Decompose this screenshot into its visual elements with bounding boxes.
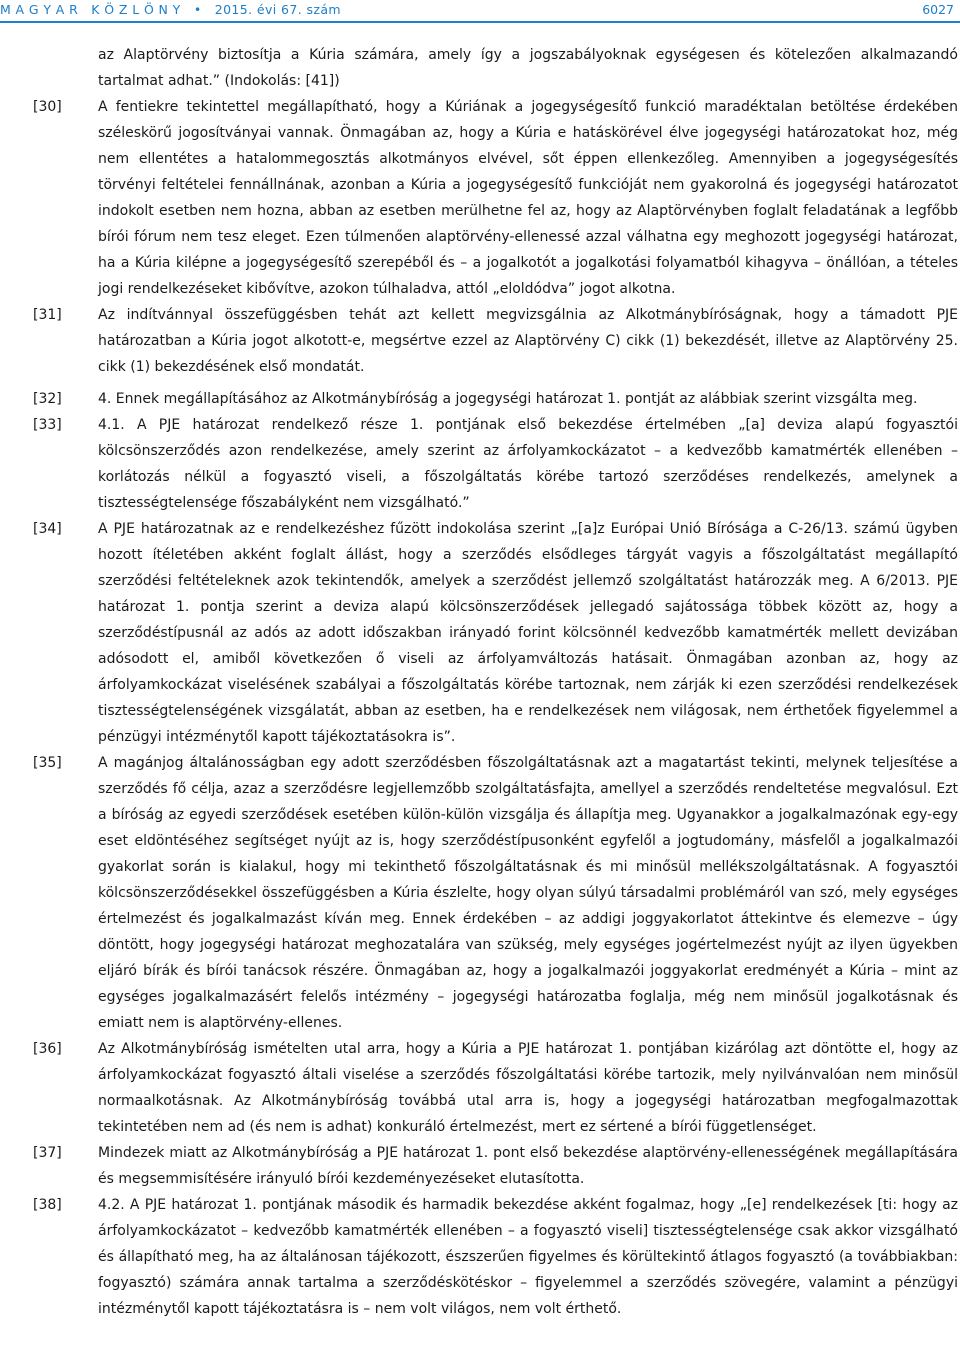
paragraph-31 (0, 302, 958, 380)
paragraph-35 (0, 750, 958, 1036)
page-header (0, 0, 960, 22)
paragraph-number: [32] (33, 391, 62, 407)
header-rule (0, 21, 960, 23)
paragraph-33 (0, 412, 958, 516)
paragraph-text: A PJE határozatnak az e rendelkezéshez fűzött indokolása szerint „[a]z Európai Unió Bírósága a C-26/13. számú ügyben hozott ítéletében akként foglalt állást, hogy a szerződés elsődleges tárgyát vagyis a főszolgáltatást megállapító szerződési feltételeknek azok tekintendők, amelyek a szerződést jellemző szolgáltatást határozzák meg. A 6/2013. PJE határozat 1. pontja szerint a deviza alapú kölcsönszerződések jellegadó sajátossága többek között az, hogy a szerződéstípusnál az adós az adott időszakban irányadó forint kölcsönnél kedvezőbb kamatmérték mellett devizában adósodott el, amiből következően ő viseli az árfolyamváltozás hatásait. Önmagában azonban az, hogy az árfolyamkockázat viselésének szabályai a főszolgáltatás körébe tartoznak, nem zárják ki ezen szerződési rendelkezések tisztességtelenségének vizsgálatát, abban az esetben, ha e rendelkezések nem világosak, nem érthetőek figyelemmel a pénzügyi intézménytől kapott tájékoztatásokra is”. (98, 521, 958, 745)
paragraph-number: [30] (33, 99, 62, 115)
paragraph-text: Az Alkotmánybíróság ismételten utal arra, hogy a Kúria a PJE határozat 1. pontjában kizárólag azt döntötte el, hogy az árfolyamkockázat fogyasztó általi viselése a szerződés főszolgáltatási körébe tartozik, mely nyilvánvalóan nem minősül normaalkotásnak. Az Alkotmánybíróság továbbá utal arra is, hogy a jogegységi határozatban megfogalmazottak tekintetében nem ad (és nem is adhat) konkuráló értelmezést, mert ez sértené a bírói függetlenséget. (98, 1041, 958, 1135)
paragraph-36 (0, 1036, 958, 1140)
paragraph-text: A magánjog általánosságban egy adott szerződésben főszolgáltatásnak azt a magatartást tekinti, melynek teljesítése a szerződés fő célja, azaz a szerződésre legjellemzőbb szolgáltatásfajta, amellyel a szerződés rendeltetése megvalósul. Ezt a bíróság az egyedi szerződések esetében külön-külön vizsgálja és állapítja meg. Ugyanakkor a jogalkalmazónak egy-egy eset eldöntéséhez segítséget nyújt az is, hogy szerződéstípusonként egyfelől a jogtudomány, másfelől a jogalkalmazói gyakorlat során is kialakul, hogy mi tekinthető főszolgáltatásnak és mi minősül mellékszolgáltatásnak. A fogyasztói kölcsönszerződésekkel összefüggésben a Kúria észlelte, hogy olyan súlyú társadalmi problémáról van szó, mely egységes értelmezést és jogalkalmazást kíván meg. Ennek érdekében – az addigi joggyakorlatot áttekintve és elemezve – úgy döntött, hogy jogegységi határozat meghozatalára van szükség, mely egységes jogértelmezést nyújt az ilyen ügyekben eljáró bírák és bírói tanácsok részére. Önmagában az, hogy a jogalkalmazói joggyakorlat eredményét a Kúria – mint az egységes jogalkalmazásért felelős intézmény – jogegységi határozatba foglalja, még nem minősül jogalkotásnak és emiatt nem is alaptörvény-ellenes. (98, 755, 958, 1031)
paragraph-text: az Alaptörvény biztosítja a Kúria számára, amely így a jogszabályoknak egységesen és kötelezően alkalmazandó tartalmat adhat.” (Indokolás: [41]) (98, 47, 958, 89)
publication-title: M A G Y A R K Ö Z L Ö N Y • 2015. évi 67. szám (0, 2, 341, 17)
paragraph-number: [35] (33, 755, 62, 771)
paragraph-30 (0, 94, 958, 302)
paragraph-number: [36] (33, 1041, 62, 1057)
paragraph-text: Mindezek miatt az Alkotmánybíróság a PJE határozat 1. pont első bekezdése alaptörvény-ellenességének megállapítására és megsemmisítésére irányuló bírói kezdeményezéseket elutasította. (98, 1145, 958, 1187)
paragraph-text: 4.1. A PJE határozat rendelkező része 1. pontjának első bekezdése értelmében „[a] deviza alapú fogyasztói kölcsönszerződés azon rendelkezése, amely szerint az árfolyamkockázatot – a kedvezőbb kamatmérték ellenében – korlátozás nélkül a fogyasztó viseli, a főszolgáltatás körébe tartozó szerződéses rendelkezés, amelynek a tisztességtelensége főszabályként nem vizsgálható.” (98, 417, 958, 511)
paragraph-number: [38] (33, 1197, 62, 1213)
paragraph-continuation (0, 42, 958, 94)
paragraph-text: A fentiekre tekintettel megállapítható, hogy a Kúriának a jogegységesítő funkció maradéktalan betöltése érdekében széleskörű jogosítványai vannak. Önmagában az, hogy a Kúria e hatáskörével élve jogegységi határozatokat hoz, még nem ellentétes a hatalommegosztás alkotmányos elvével, sőt éppen ellenkezőleg. Amennyiben a jogegységesítés törvényi feltételei fennállnának, azonban a Kúria a jogegységesítő funkcióját nem gyakorolná és jogegységi határozatot indokolt esetben nem hozna, abban az esetben merülhetne fel az, hogy az Alaptörvényben foglalt feladatának a legfőbb bírói fórum nem tesz eleget. Ezen túlmenően alaptörvény-ellenessé azzal válhatna egy meghozott jogegységi határozat, ha a Kúria kilépne a jogegységesítő szerepéből és – a jogalkotót a jogalkotási folyamatból kihagyva – önállóan, a tételes jogi rendelkezéseket kibővítve, azokon túlhaladva, attól „eloldódva” jogot alkotna. (98, 99, 958, 297)
paragraph-number: [33] (33, 417, 62, 433)
paragraph-number: [34] (33, 521, 62, 537)
paragraph-32 (0, 386, 958, 412)
paragraph-38 (0, 1192, 958, 1322)
paragraph-text: 4. Ennek megállapításához az Alkotmánybíróság a jogegységi határozat 1. pontját az alábbiak szerint vizsgálta meg. (98, 391, 918, 407)
body-text (0, 42, 960, 1322)
paragraph-number: [31] (33, 307, 62, 323)
paragraph-number: [37] (33, 1145, 62, 1161)
paragraph-34 (0, 516, 958, 750)
paragraph-text: Az indítvánnyal összefüggésben tehát azt kellett megvizsgálnia az Alkotmánybíróságnak, hogy a támadott PJE határozatban a Kúria jogot alkotott-e, megsértve ezzel az Alaptörvény C) cikk (1) bekezdését, illetve az Alaptörvény 25. cikk (1) bekezdésének első mondatát. (98, 307, 958, 375)
page-number: 6027 (922, 2, 954, 17)
paragraph-text: 4.2. A PJE határozat 1. pontjának második és harmadik bekezdése akként fogalmaz, hogy „[e] rendelkezések [ti: hogy az árfolyamkockázatot – kedvezőbb kamatmérték ellenében – a fogyasztó viseli] tisztességtelensége csak akkor vizsgálható és állapítható meg, ha az általánosan tájékozott, észszerűen figyelmes és körültekintő átlagos fogyasztó (a továbbiakban: fogyasztó) számára annak tartalma a szerződéskötéskor – figyelemmel a szerződés szövegére, valamint a pénzügyi intézménytől kapott tájékoztatásra is – nem volt világos, nem volt érthető. (98, 1197, 958, 1317)
paragraph-37 (0, 1140, 958, 1192)
